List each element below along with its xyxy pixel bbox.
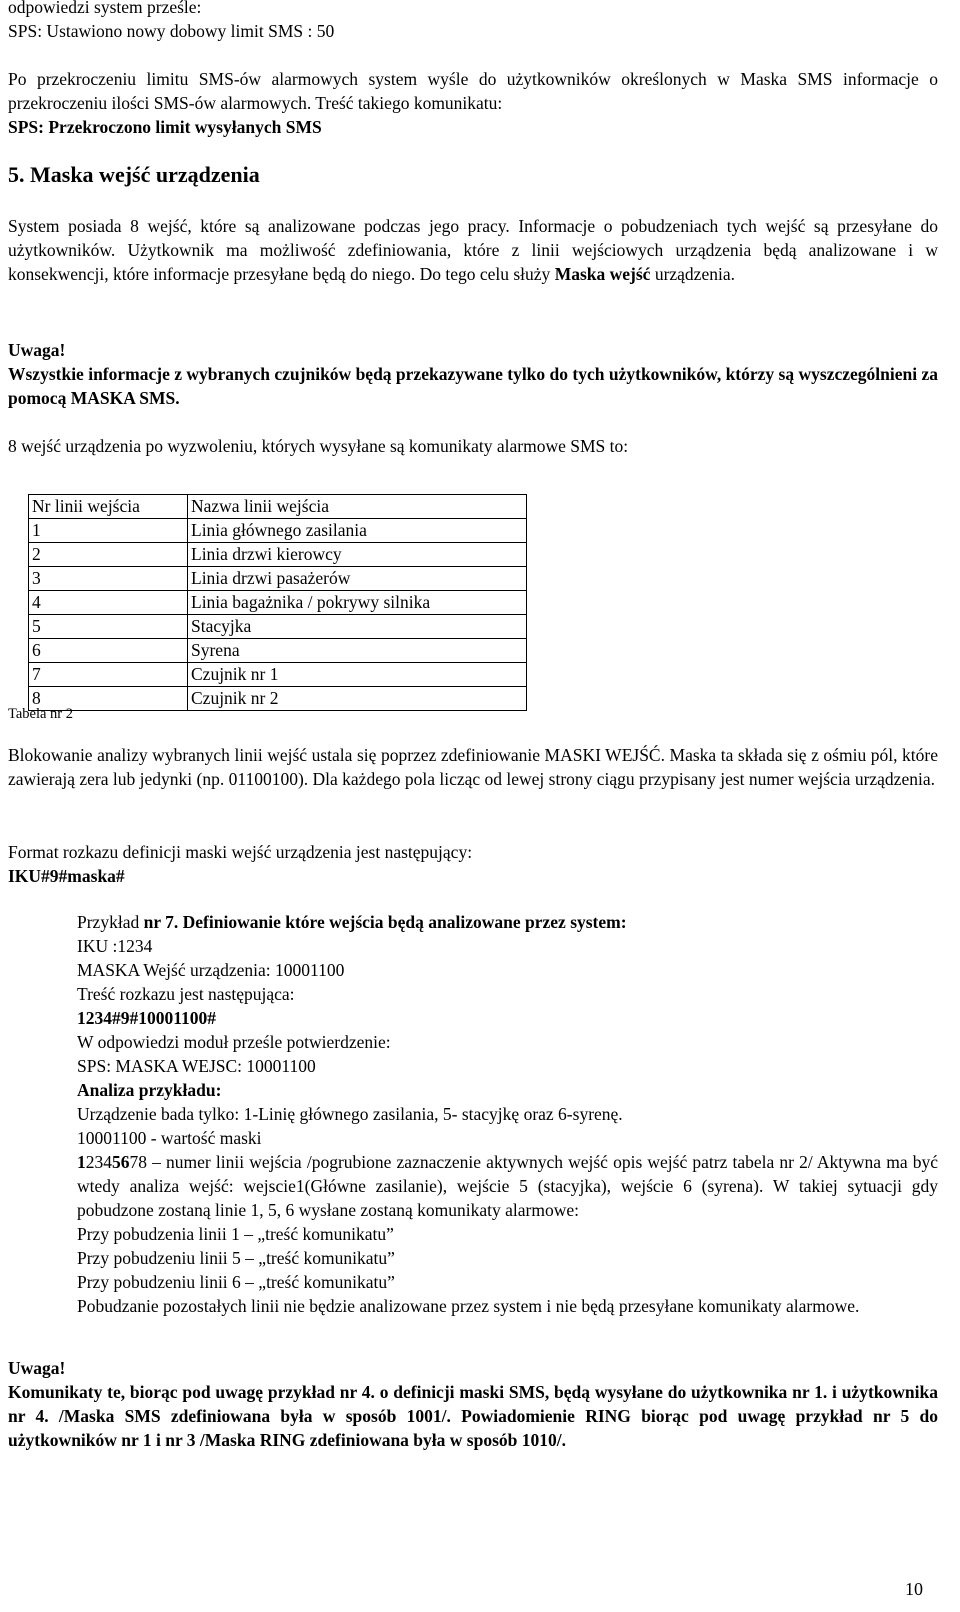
trigger-line-5: Przy pobudzeniu linii 5 – „treść komunikatu” [77,1248,395,1268]
example-title-bold: nr 7. Definiowanie które wejścia będą analizowane przez system: [143,912,627,932]
line-number-cell: 5 [29,615,188,639]
example-mask: MASKA Wejść urządzenia: 10001100 [77,960,345,980]
example-block [77,910,938,1318]
limit-info-paragraph: Po przekroczeniu limitu SMS-ów alarmowych system wyśle do użytkowników określonych w Maska SMS informacje o przekroczeniu ilości SMS-ów alarmowych. Treść takiego komunikatu: [8,69,938,113]
table-row [29,663,527,687]
table-row [29,567,527,591]
table-row [29,639,527,663]
warning-text: Wszystkie informacje z wybranych czujników będą przekazywane tylko do tych użytkowników, którzy są wyszczególnieni za pomocą MASKA SMS. [8,364,938,408]
warning-label: Uwaga! [8,1358,66,1378]
line-name-cell: Syrena [188,639,527,663]
mask-digit: 3 [94,1152,104,1172]
example-content-label: Treść rozkazu jest następująca: [77,984,295,1004]
intro-block [8,0,938,43]
table-header-row [29,495,527,519]
mask-digit: 2 [85,1152,95,1172]
line-name-cell: Linia drzwi pasażerów [188,567,527,591]
analysis-line-2: 10001100 - wartość maski [77,1128,262,1148]
table-row [29,615,527,639]
line-name-cell: Linia głównego zasilania [188,519,527,543]
table-row [29,687,527,711]
limit-info-block [8,67,938,139]
table-intro: 8 wejść urządzenia po wyzwoleniu, których wysyłane są komunikaty alarmowe SMS to: [8,436,629,456]
limit-exceeded-message: SPS: Przekroczono limit wysyłanych SMS [8,117,322,137]
analysis-label: Analiza przykładu: [77,1080,222,1100]
line-number-cell: 4 [29,591,188,615]
sms-limit-reply: SPS: Ustawiono nowy dobowy limit SMS : 50 [8,21,335,41]
trigger-line-1: Przy pobudzenia linii 1 – „treść komunikatu” [77,1224,394,1244]
mask-digit: 1 [77,1152,86,1172]
analysis-line-1: Urządzenie bada tylko: 1-Linię głównego zasilania, 5- stacyjkę oraz 6-syrenę. [77,1104,623,1124]
line-number-cell: 1 [29,519,188,543]
mask-digit: 8 [138,1152,147,1172]
format-block [8,840,938,888]
line-number-cell: 8 [29,687,188,711]
line-number-cell: 2 [29,543,188,567]
line-name-cell: Linia drzwi kierowcy [188,543,527,567]
section-paragraph-main: System posiada 8 wejść, które są analizowane podczas jego pracy. Informacje o pobudzeniach tych wejść są przesyłane do użytkowników. Użytkownik ma możliwość zdefiniowania, które z linii wejściowych urządzenia będą analizowane i w konsekwencji, które informacje przesyłane będą do niego. Do tego celu służy [8,216,938,284]
example-iku: IKU :1234 [77,936,153,956]
format-command: IKU#9#maska# [8,866,125,886]
mask-description-text: Blokowanie analizy wybranych linii wejść ustala się poprzez zdefiniowanie MASKI WEJŚĆ. Maska ta składa się z ośmiu pól, które zawierają zera lub jedynki (np. 01100100). Dla każdego pola licząc od lewej strony ciągu przypisany jest numer wejścia urządzenia. [8,745,938,789]
table-row [29,519,527,543]
table-row [29,591,527,615]
line-name-cell: Linia bagażnika / pokrywy silnika [188,591,527,615]
table-row [29,543,527,567]
example-reply-label: W odpowiedzi moduł prześle potwierdzenie: [77,1032,391,1052]
warning-text: Komunikaty te, biorąc pod uwagę przykład nr 4. o definicji maski SMS, będą wysyłane do użytkownika nr 1. i użytkownika nr 4. /Maska SMS zdefiniowana była w sposób 1001/. Powiadomienie RING biorąc pod uwagę przykład nr 5 do użytkowników nr 1 i nr 3 /Maska RING zdefiniowana była w sposób 1010/. [8,1382,938,1450]
line-number-cell: 3 [29,567,188,591]
table-caption: Tabela nr 2 [8,706,74,722]
column-header-line-name: Nazwa linii wejścia [188,495,527,519]
digits-paragraph [77,1150,938,1222]
warning-block-2 [8,1356,938,1452]
mask-digit: 4 [103,1152,112,1172]
input-lines-table [28,494,527,711]
example-command: 1234#9#10001100# [77,1008,217,1028]
mask-digit: 5 [112,1152,121,1172]
example-title [77,910,938,934]
column-header-line-number: Nr linii wejścia [29,495,188,519]
section-paragraph-end: urządzenia. [654,264,735,284]
line-number-cell: 7 [29,663,188,687]
warning-label: Uwaga! [8,340,66,360]
section-paragraph-block [8,214,938,286]
digits-description: – numer linii wejścia /pogrubione zaznaczenie aktywnych wejść opis wejść patrz tabela nr 2/ Aktywna ma być wtedy analiza wejść: wejscie1(Główne zasilanie), wejście 5 (stacyjka), wejście 6 (syrena). W takiej sytuacji gdy pobudzone zostaną linie 1, 5, 6 wysłane zostaną komunikaty alarmowe: [77,1152,938,1220]
mask-digit: 7 [129,1152,139,1172]
example-reply: SPS: MASKA WEJSC: 10001100 [77,1056,316,1076]
mask-term: Maska wejść [554,264,651,284]
page-number: 10 [905,1579,923,1599]
others-paragraph: Pobudzanie pozostałych linii nie będzie analizowane przez system i nie będą przesyłane komunikaty alarmowe. [77,1296,860,1316]
section-heading: 5. Maska wejść urządzenia [8,162,260,187]
mask-digit: 6 [120,1152,130,1172]
warning-block-1 [8,338,938,410]
format-label: Format rozkazu definicji maski wejść urządzenia jest następujący: [8,842,473,862]
line-name-cell: Czujnik nr 1 [188,663,527,687]
intro-line: odpowiedzi system prześle: [8,0,202,17]
section-paragraph [8,214,938,286]
line-name-cell: Czujnik nr 2 [188,687,527,711]
line-name-cell: Stacyjka [188,615,527,639]
line-number-cell: 6 [29,639,188,663]
example-title-prefix: Przykład [77,912,140,932]
trigger-line-6: Przy pobudzeniu linii 6 – „treść komunikatu” [77,1272,395,1292]
mask-description [8,743,938,791]
